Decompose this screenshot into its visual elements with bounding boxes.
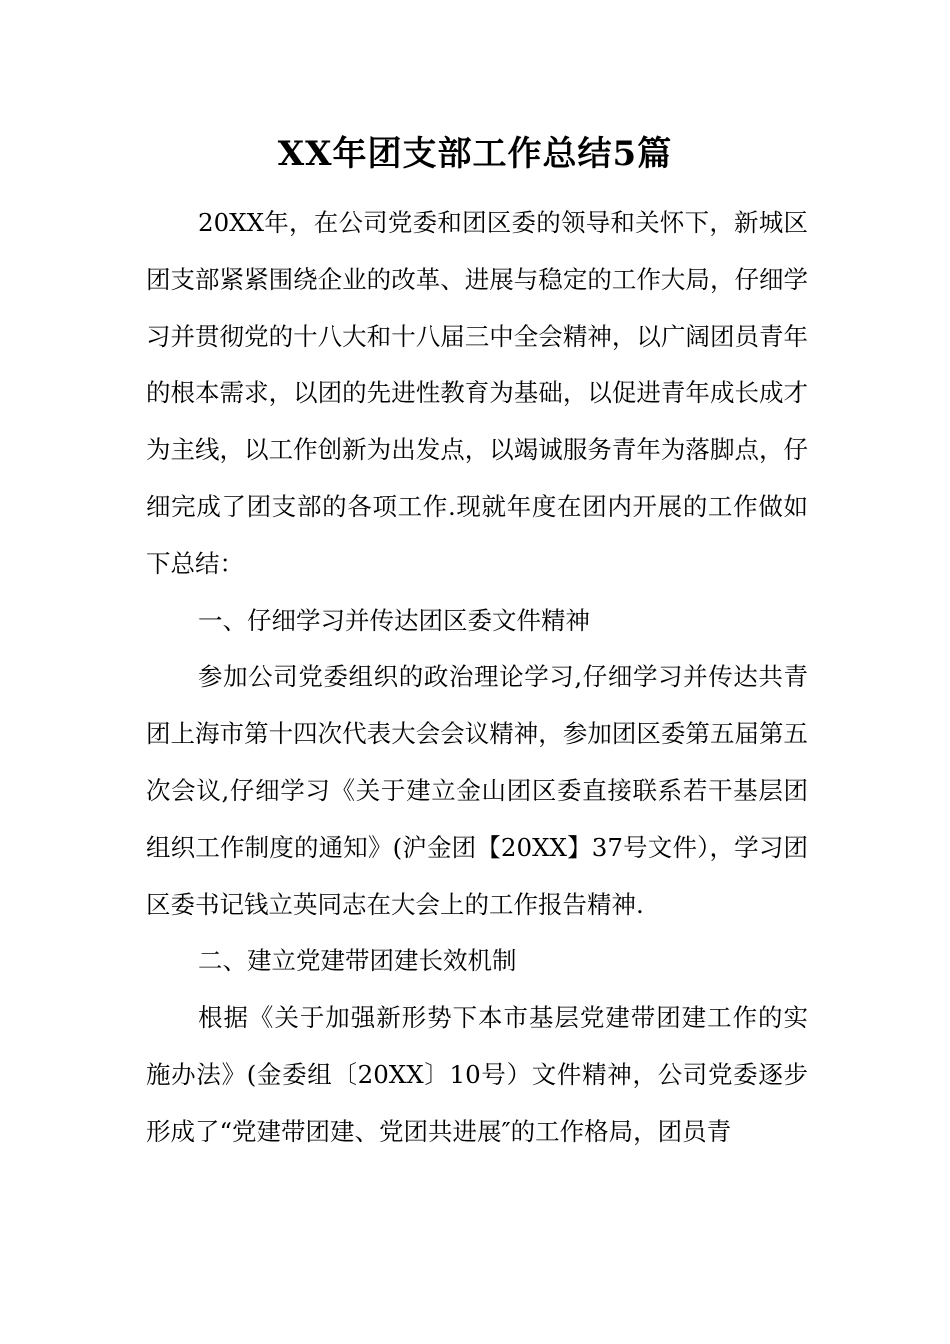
document-body: [146, 195, 808, 1161]
section-heading-2: 二、建立党建带团建长效机制: [198, 946, 517, 976]
document-title: XX年团支部工作总结5篇: [277, 134, 673, 174]
paragraph-intro: 20XX年，在公司党委和团区委的领导和关怀下，新城区团支部紧紧围绕企业的改革、进展与稳定的工作大局，仔细学习并贯彻党的十八大和十八届三中全会精神，以广阔团员青年的根本需求，以团的先进性教育为基础，以促进青年成长成才为主线，以工作创新为出发点，以竭诚服务青年为落脚点，仔细完成了团支部的各项工作.现就年度在团内开展的工作做如下总结：: [146, 208, 808, 578]
paragraph-section-2: 根据《关于加强新形势下本市基层党建带团建工作的实施办法》(金委组〔20XX〕10号）文件精神，公司党委逐步形成了“党建带团建、党团共进展″的工作格局，团员青: [146, 1003, 808, 1146]
paragraph-section-1: 参加公司党委组织的政治理论学习,仔细学习并传达共青团上海市第十四次代表大会会议精神，参加团区委第五届第五次会议,仔细学习《关于建立金山团区委直接联系若干基层团组织工作制度的通知》(沪金团【20XX】37号文件），学习团区委书记钱立英同志在大会上的工作报告精神.: [146, 662, 808, 919]
section-heading-1: 一、仔细学习并传达团区委文件精神: [198, 605, 590, 635]
